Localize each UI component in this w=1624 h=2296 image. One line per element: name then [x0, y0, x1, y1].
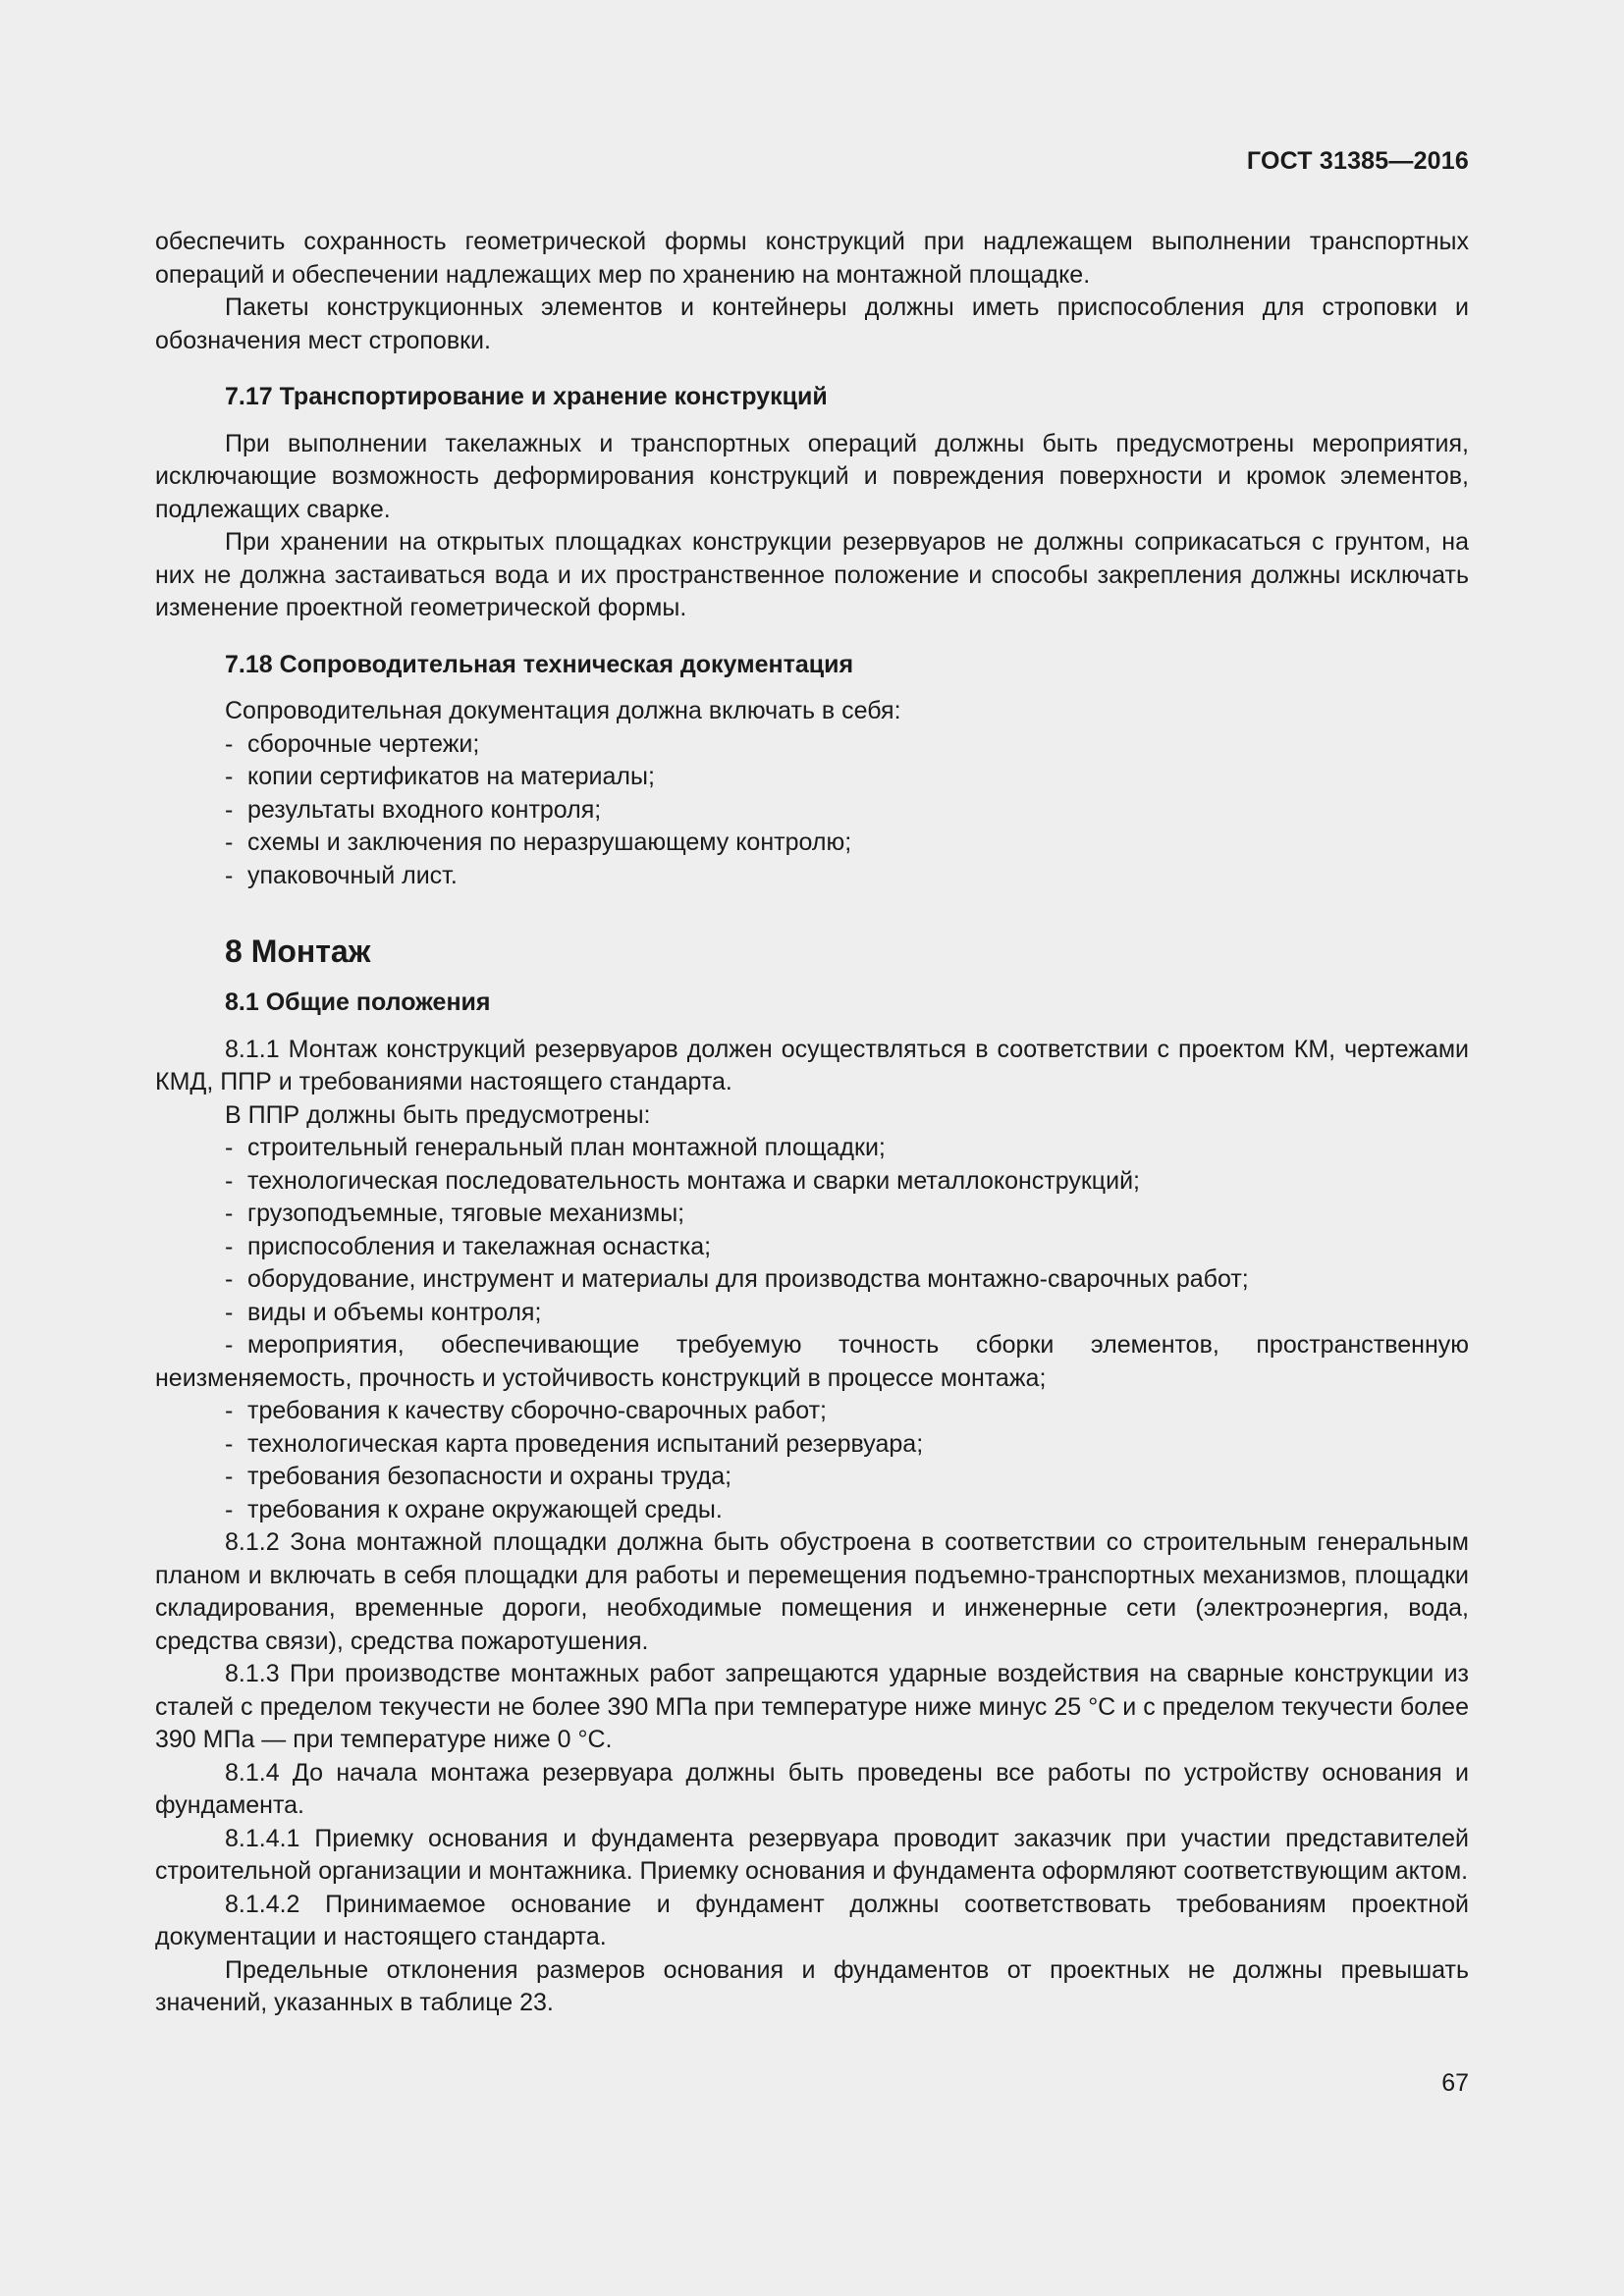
list-item	[155, 1263, 1469, 1297]
list-item-text: требования к качеству сборочно-сварочных работ;	[247, 1397, 827, 1424]
list-item	[155, 827, 1469, 860]
paragraph: При выполнении такелажных и транспортных операций должны быть предусмотрены мероприятия, исключающие возможность деформирования конструкций и повреждения поверхности и кромок элементов, подлежащих сварке.	[155, 429, 1469, 523]
page-number: 67	[1441, 2069, 1469, 2097]
documentation-list	[155, 728, 1469, 893]
list-item	[155, 1198, 1469, 1231]
list-dash: -	[225, 1495, 234, 1523]
paragraph: Сопроводительная документация должна включать в себя:	[225, 697, 901, 724]
subsection-heading-7-17: 7.17 Транспортирование и хранение конструкций	[225, 383, 828, 410]
list-item	[155, 860, 1469, 893]
list-dash: -	[225, 861, 234, 889]
section-heading-8: 8 Монтаж	[225, 934, 371, 969]
list-dash: -	[225, 1265, 234, 1293]
list-item-text: виды и объемы контроля;	[247, 1298, 542, 1326]
subsection-heading-8-1: 8.1 Общие положения	[225, 988, 491, 1016]
list-item-text: требования к охране окружающей среды.	[247, 1495, 723, 1523]
list-item-text: мероприятия, обеспечивающие требуемую точность сборки элементов, пространственную неизменяемость, прочность и устойчивость конструкций в процессе монтажа;	[155, 1331, 1469, 1392]
paragraph: В ППР должны быть предусмотрены:	[225, 1100, 651, 1129]
paragraph-continuation: обеспечить сохранность геометрической формы конструкций при надлежащем выполнении транспортных операций и обеспечении надлежащих мер по хранению на монтажной площадке.	[155, 228, 1469, 289]
list-item	[155, 1461, 1469, 1494]
list-item-text: технологическая последовательность монтажа и сварки металлоконструкций;	[247, 1166, 1140, 1195]
list-dash: -	[225, 1134, 234, 1161]
ppr-requirements-list	[155, 1132, 1469, 1526]
list-item	[155, 1165, 1469, 1199]
list-item-text: результаты входного контроля;	[247, 795, 602, 824]
document-body	[155, 226, 1469, 2020]
list-item	[155, 1428, 1469, 1462]
list-dash: -	[225, 1331, 234, 1359]
list-item	[155, 1297, 1469, 1330]
paragraph: 8.1.4 До начала монтажа резервуара должны быть проведены все работы по устройству основания и фундамента.	[155, 1758, 1469, 1819]
list-item-text: требования безопасности и охраны труда;	[247, 1463, 732, 1490]
list-item	[155, 794, 1469, 828]
list-item	[155, 1494, 1469, 1527]
list-item	[155, 1132, 1469, 1165]
list-item-text: приспособления и такелажная оснастка;	[247, 1232, 712, 1260]
list-item-text: копии сертификатов на материалы;	[247, 763, 655, 790]
list-item-text: оборудование, инструмент и материалы для производства монтажно-сварочных работ;	[247, 1265, 1249, 1293]
paragraph: 8.1.1 Монтаж конструкций резервуаров должен осуществляться в соответствии с проектом КМ, чертежами КМД, ППР и требованиями настоящего стандарта.	[155, 1035, 1469, 1095]
list-item	[155, 1395, 1469, 1428]
paragraph: 8.1.3 При производстве монтажных работ запрещаются ударные воздействия на сварные конструкции из сталей с пределом текучести не более 390 МПа при температуре ниже минус 25 °С и с пределом текучести более 390 МПа — при температуре ниже 0 °С.	[155, 1660, 1469, 1753]
list-item-text: технологическая карта проведения испытаний резервуара;	[247, 1429, 924, 1458]
list-item-text: грузоподъемные, тяговые механизмы;	[247, 1200, 685, 1227]
document-code-header: ГОСТ 31385—2016	[1246, 147, 1469, 175]
list-item	[155, 761, 1469, 794]
list-dash: -	[225, 828, 234, 856]
list-dash: -	[225, 1232, 234, 1260]
list-item-text: строительный генеральный план монтажной площадки;	[247, 1134, 886, 1161]
list-dash: -	[225, 1397, 234, 1424]
list-item	[155, 1231, 1469, 1264]
paragraph: 8.1.2 Зона монтажной площадки должна быть обустроена в соответствии со строительным генеральным планом и включать в себя площадки для работы и перемещения подъемно-транспортных механизмов, площадки складирования, временные дороги, необходимые помещения и инженерные сети (электроэнергия, вода, средства связи), средства пожаротушения.	[155, 1528, 1469, 1655]
list-item	[155, 1329, 1469, 1395]
paragraph: Предельные отклонения размеров основания и фундаментов от проектных не должны превышать значений, указанных в таблице 23.	[155, 1955, 1469, 2016]
subsection-heading-7-18: 7.18 Сопроводительная техническая документация	[225, 650, 854, 678]
paragraph: 8.1.4.2 Принимаемое основание и фундамент должны соответствовать требованиям проектной документации и настоящего стандарта.	[155, 1890, 1469, 1950]
list-dash: -	[225, 1429, 234, 1458]
paragraph: 8.1.4.1 Приемку основания и фундамента резервуара проводит заказчик при участии представителей строительной организации и монтажника. Приемку основания и фундамента оформляют соответствующим актом.	[155, 1824, 1469, 1885]
list-dash: -	[225, 1166, 234, 1195]
list-item-text: сборочные чертежи;	[247, 729, 480, 758]
list-dash: -	[225, 1298, 234, 1326]
list-dash: -	[225, 1463, 234, 1490]
list-item	[155, 728, 1469, 762]
paragraph: Пакеты конструкционных элементов и контейнеры должны иметь приспособления для строповки и обозначения мест строповки.	[155, 294, 1469, 354]
list-item-text: схемы и заключения по неразрушающему контролю;	[247, 828, 852, 856]
list-dash: -	[225, 795, 234, 824]
list-dash: -	[225, 729, 234, 758]
paragraph: При хранении на открытых площадках конструкции резервуаров не должны соприкасаться с грунтом, на них не должна застаиваться вода и их пространственное положение и способы закрепления должны исключать изменение проектной геометрической формы.	[155, 528, 1469, 621]
list-dash: -	[225, 763, 234, 790]
list-dash: -	[225, 1200, 234, 1227]
list-item-text: упаковочный лист.	[247, 861, 458, 889]
